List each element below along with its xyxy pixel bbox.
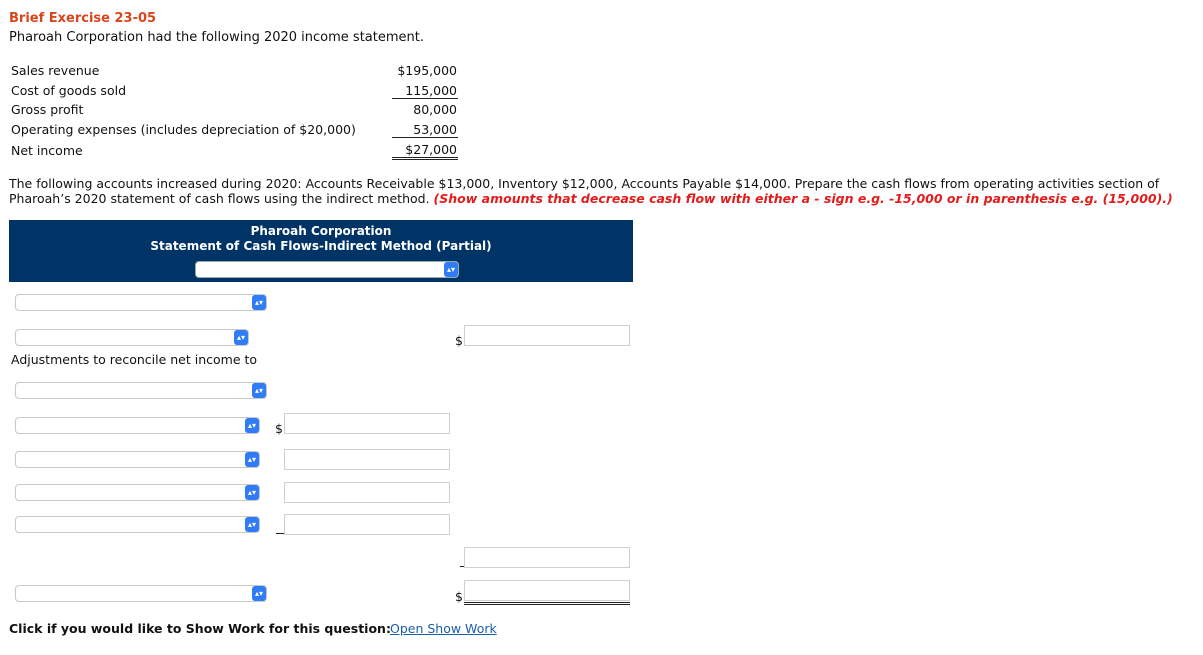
underline-cogs — [392, 98, 458, 99]
amount-input-adj-3[interactable] — [284, 482, 450, 503]
amount-input-adj-4[interactable] — [284, 514, 450, 535]
income-value-gross: 80,000 — [413, 102, 457, 117]
select-adj-2[interactable] — [15, 451, 260, 468]
amount-input-net-cash[interactable] — [464, 580, 630, 601]
updown-chevron-icon: ▴▾ — [252, 295, 266, 310]
updown-chevron-icon: ▴▾ — [252, 383, 266, 398]
income-value-cogs: 115,000 — [405, 83, 457, 98]
show-work-prompt: Click if you would like to Show Work for this question: — [9, 621, 391, 636]
amount-input-total-adjustments[interactable] — [464, 547, 630, 568]
period-select[interactable] — [195, 261, 459, 278]
income-value-opex: 53,000 — [413, 122, 457, 137]
income-value-net: $27,000 — [405, 142, 457, 157]
updown-chevron-icon: ▴▾ — [245, 418, 259, 433]
income-label-net: Net income — [11, 143, 83, 158]
adjustments-label: Adjustments to reconcile net income to — [11, 352, 258, 367]
underline-mark-adj-4 — [276, 533, 284, 534]
select-adj-3[interactable] — [15, 484, 260, 501]
statement-company: Pharoah Corporation — [250, 224, 392, 238]
double-underline-net-cash-2 — [464, 604, 630, 605]
double-underline-net-1 — [392, 157, 458, 158]
select-adj-4[interactable] — [15, 516, 260, 533]
updown-chevron-icon: ▴▾ — [245, 485, 259, 500]
exercise-intro: Pharoah Corporation had the following 2020 income statement. — [9, 30, 424, 45]
statement-header — [9, 220, 633, 282]
select-row-1[interactable] — [15, 294, 267, 311]
exercise-title: Brief Exercise 23-05 — [9, 11, 157, 26]
updown-chevron-icon: ▴▾ — [245, 452, 259, 467]
dollar-sign-row-2: $ — [455, 333, 463, 348]
amount-input-adj-2[interactable] — [284, 449, 450, 470]
income-label-opex: Operating expenses (includes depreciation of $20,000) — [11, 122, 356, 137]
income-label-sales: Sales revenue — [11, 63, 100, 78]
dollar-sign-adj-1: $ — [275, 421, 283, 436]
select-adj-1[interactable] — [15, 417, 260, 434]
select-adjustments[interactable] — [15, 382, 267, 399]
amount-input-row-2[interactable] — [464, 325, 630, 346]
instructions-note: (Show amounts that decrease cash flow with either a - sign e.g. -15,000 or in parenthesis e.g. (15,000).) — [433, 191, 1173, 206]
updown-chevron-icon: ▴▾ — [444, 262, 458, 277]
updown-chevron-icon: ▴▾ — [252, 586, 266, 601]
instructions-text: The following accounts increased during 2020: Accounts Receivable $13,000, Inventory $12,000, Accounts Payable $14,000. Prepare the cash flows from operating activities section of Pharoah’s 2020 statement of cash flows using the indirect method. — [9, 176, 1160, 206]
dollar-sign-net-cash: $ — [455, 589, 463, 604]
updown-chevron-icon: ▴▾ — [245, 517, 259, 532]
updown-chevron-icon: ▴▾ — [234, 330, 248, 345]
income-label-cogs: Cost of goods sold — [11, 83, 127, 98]
income-value-sales: $195,000 — [397, 63, 457, 78]
open-show-work-link[interactable]: Open Show Work — [390, 621, 497, 636]
amount-input-adj-1[interactable] — [284, 413, 450, 434]
double-underline-net-cash-1 — [464, 602, 630, 603]
select-net-cash[interactable] — [15, 585, 267, 602]
underline-opex — [392, 137, 458, 138]
statement-title: Statement of Cash Flows-Indirect Method (Partial) — [150, 239, 492, 253]
income-label-gross: Gross profit — [11, 102, 84, 117]
instructions — [9, 176, 1199, 206]
select-row-2[interactable] — [15, 329, 249, 346]
double-underline-net-2 — [392, 159, 458, 160]
